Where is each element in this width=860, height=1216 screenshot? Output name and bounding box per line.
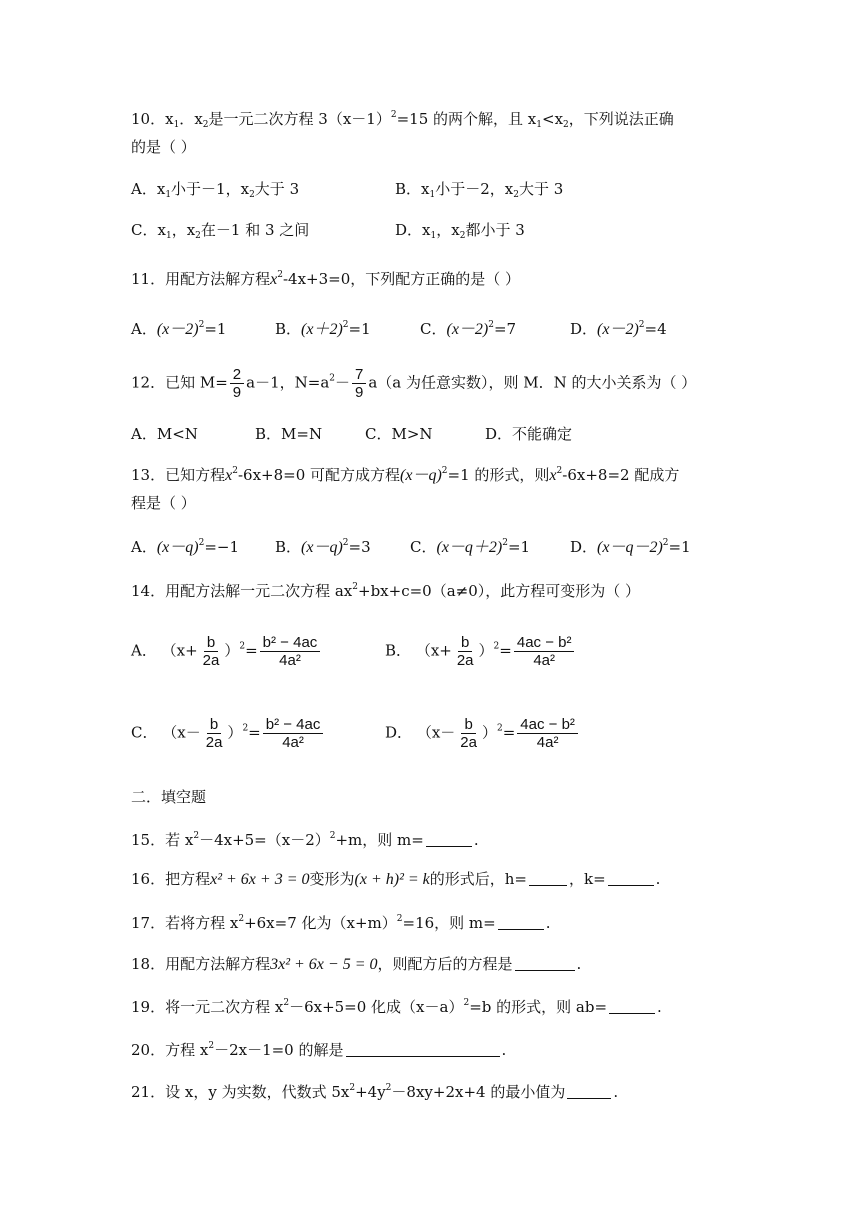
q16: 16．把方程x² + 6x + 3 = 0变形为(x + h)² = k的形式后，h= ，k= .: [131, 870, 661, 888]
q20: 20．方程 $x^2-2x-1=0$ 的解是 .: [131, 1041, 507, 1059]
q10-option-c: C．$x_1$，$x_2$在－1 和 3 之间: [131, 221, 310, 241]
answer-blank[interactable]: [609, 999, 655, 1014]
answer-blank-h[interactable]: [529, 871, 567, 886]
answer-blank[interactable]: [346, 1042, 500, 1057]
answer-blank[interactable]: [515, 956, 575, 971]
q14-c-frac-b: $\frac{b}{2a}$: [205, 716, 223, 751]
q14-option-a: A． （x+ $\frac{b}{2a}$ ）$^2$= $\frac{\text{b² − 4ac}}{\text{4a²}}$: [131, 634, 322, 669]
q11-option-c: C．$(x-2)^2=7$: [420, 320, 517, 338]
q13-option-c: C．$(x-q+2)^2=1$: [410, 538, 531, 556]
q15: 15．若 $x^2-4x+5=(x-2)^2+m$，则 m= .: [131, 831, 479, 849]
answer-blank-k[interactable]: [608, 871, 654, 886]
answer-blank[interactable]: [567, 1084, 611, 1099]
q11-option-d: D．$(x-2)^2=4$: [570, 320, 667, 338]
q12-stem: 12．已知 M= $\frac{2}{9}$ a－1，$N=a^2-$ $\frac{7}{9}$ a（a 为任意实数），则 M．N 的大小关系为（ ）: [131, 366, 697, 401]
q13-option-b: B．$(x-q)^2=3$: [275, 538, 371, 556]
q13-option-d: D．$(x-q-2)^2=1$: [570, 538, 691, 556]
q11-option-b: B．$(x+2)^2=1$: [275, 320, 371, 338]
q14-option-b: B． （x+ $\frac{b}{2a}$ ）$^2$= $\frac{\text{4ac − b²}}{\text{4a²}}$: [385, 634, 576, 669]
q12-option-a: A．M<N: [131, 425, 198, 443]
q14-d-frac-b: $\frac{b}{2a}$: [460, 716, 477, 751]
q12-fraction-2: $\frac{7}{9}$: [352, 366, 366, 401]
section-heading: 二．填空题: [131, 788, 207, 806]
answer-blank[interactable]: [498, 915, 544, 930]
q10-option-b: B．$x_1$小于－2，$x_2$大于 3: [395, 180, 564, 200]
q10-line1: 10．$x_1$．$x_2$是一元二次方程 $3(x-1)^2=15$ 的两个解，且 $x_1<x_2$，下列说法正确: [131, 110, 674, 130]
q14-c-frac-rhs: $\frac{\text{b² − 4ac}}{\text{4a²}}$: [263, 716, 324, 751]
q10-option-a: A．$x_1$小于－1，$x_2$大于 3: [131, 180, 300, 200]
q12-fraction-1: $\frac{2}{9}$: [230, 366, 244, 401]
q12-option-d: D．不能确定: [485, 425, 573, 443]
q14-stem: 14．用配方法解一元二次方程 $ax^2+bx+c=0(a\ne 0)$，此方程可变形为（ ）: [131, 582, 641, 600]
answer-blank[interactable]: [426, 832, 472, 847]
q13-line1: 13．已知方程$x^2-6x+8=0$ 可配方成方程$(x-q)^2=1$ 的形式，则$x^2-6x+8=2$ 配成方: [131, 466, 680, 484]
q14-option-d: D． （x－ $\frac{b}{2a}$ ）$^2$= $\frac{\text{4ac − b²}}{\text{4a²}}$: [385, 716, 580, 751]
q13-line2: 程是（ ）: [131, 494, 196, 512]
q11-stem: 11．用配方法解方程$x^2-4x+3=0$，下列配方正确的是（ ）: [131, 270, 521, 288]
q12-option-b: B．M=N: [255, 425, 323, 443]
q14-option-c: C． （x－ $\frac{b}{2a}$ ）$^2$= $\frac{\text{b² − 4ac}}{\text{4a²}}$: [131, 716, 325, 751]
q18: 18．用配方法解方程3x² + 6x − 5 = 0，则配方后的方程是 .: [131, 955, 582, 973]
q21: 21．设 x，y 为实数，代数式 $5x^2+4y^2-8xy+2x+4$ 的最小值为 .: [131, 1083, 619, 1101]
q10-option-d: D．$x_1$，$x_2$都小于 3: [395, 221, 525, 241]
q19: 19．将一元二次方程 $x^2-6x+5=0$ 化成$(x-a)^2=b$ 的形式，则 ab= .: [131, 998, 662, 1016]
q14-b-frac-b: $\frac{b}{2a}$: [456, 634, 474, 669]
q13-option-a: A．$(x-q)^2=-1$: [131, 538, 240, 556]
q14-a-frac-rhs: $\frac{\text{b² − 4ac}}{\text{4a²}}$: [260, 634, 321, 669]
q12-option-c: C．M>N: [365, 425, 433, 443]
q14-b-frac-rhs: $\frac{\text{4ac − b²}}{\text{4a²}}$: [514, 634, 575, 669]
q10-line2: 的是（ ）: [131, 138, 196, 156]
q14-d-frac-rhs: $\frac{\text{4ac − b²}}{\text{4a²}}$: [517, 716, 578, 751]
q14-a-frac-b: $\frac{b}{2a}$: [202, 634, 220, 669]
q11-option-a: A．$(x-2)^2=1$: [131, 320, 227, 338]
q17: 17．若将方程 $x^2+6x=7$ 化为$(x+m)^2=16$，则 m= .: [131, 914, 551, 932]
